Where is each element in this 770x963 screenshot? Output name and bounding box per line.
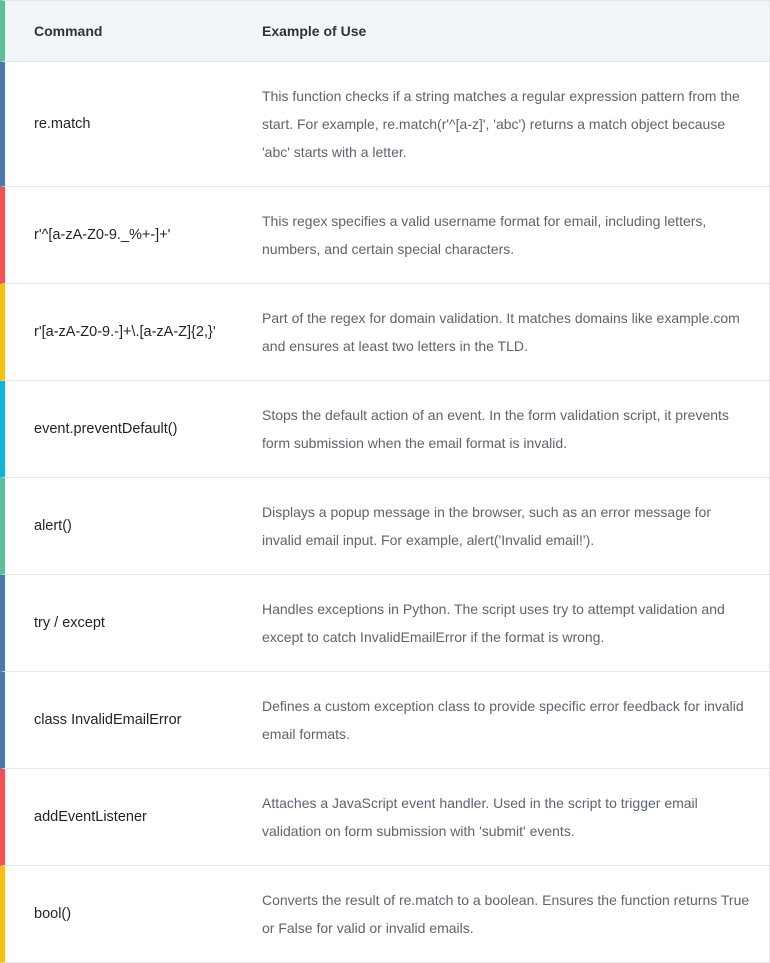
column-header-example: Example of Use	[262, 23, 367, 39]
table-row	[0, 672, 769, 769]
example-cell: Converts the result of re.match to a boolean. Ensures the function returns True or False for valid or invalid emails.	[262, 892, 750, 936]
command-cell: r'[a-zA-Z0-9.-]+\.[a-zA-Z]{2,}'	[34, 324, 216, 340]
table-row	[0, 381, 769, 478]
table-header-row	[0, 0, 769, 62]
table-row	[0, 575, 769, 672]
command-cell: class InvalidEmailError	[34, 712, 182, 728]
table-row	[0, 187, 769, 284]
example-cell: Handles exceptions in Python. The script uses try to attempt validation and except to catch InvalidEmailError if the format is wrong.	[262, 601, 725, 645]
command-cell: bool()	[34, 906, 72, 922]
command-cell: r'^[a-zA-Z0-9._%+-]+'	[34, 227, 171, 243]
command-cell: alert()	[34, 518, 72, 534]
table-row	[0, 478, 769, 575]
example-cell: Stops the default action of an event. In the form validation script, it prevents form submission when the email format is invalid.	[262, 407, 729, 451]
table-row	[0, 866, 769, 963]
example-cell: Defines a custom exception class to provide specific error feedback for invalid email formats.	[262, 698, 744, 742]
example-cell: Part of the regex for domain validation. It matches domains like example.com and ensures at least two letters in the TLD.	[262, 310, 740, 354]
command-cell: re.match	[34, 116, 91, 132]
example-cell: Displays a popup message in the browser, such as an error message for invalid email input. For example, alert('Invalid email!').	[262, 504, 712, 548]
table-row	[0, 284, 769, 381]
example-cell: Attaches a JavaScript event handler. Used in the script to trigger email validation on form submission with 'submit' events.	[262, 795, 698, 839]
command-cell: addEventListener	[34, 809, 147, 825]
example-cell: This function checks if a string matches a regular expression pattern from the start. For example, re.match(r'^[a-z]', 'abc') returns a match object because 'abc' starts with a letter.	[262, 88, 740, 160]
table-row	[0, 62, 769, 187]
command-cell: try / except	[34, 615, 105, 631]
example-cell: This regex specifies a valid username format for email, including letters, numbers, and certain special characters.	[262, 213, 707, 257]
command-cell: event.preventDefault()	[34, 421, 178, 437]
column-header-command: Command	[34, 23, 103, 39]
table-row	[0, 769, 769, 866]
